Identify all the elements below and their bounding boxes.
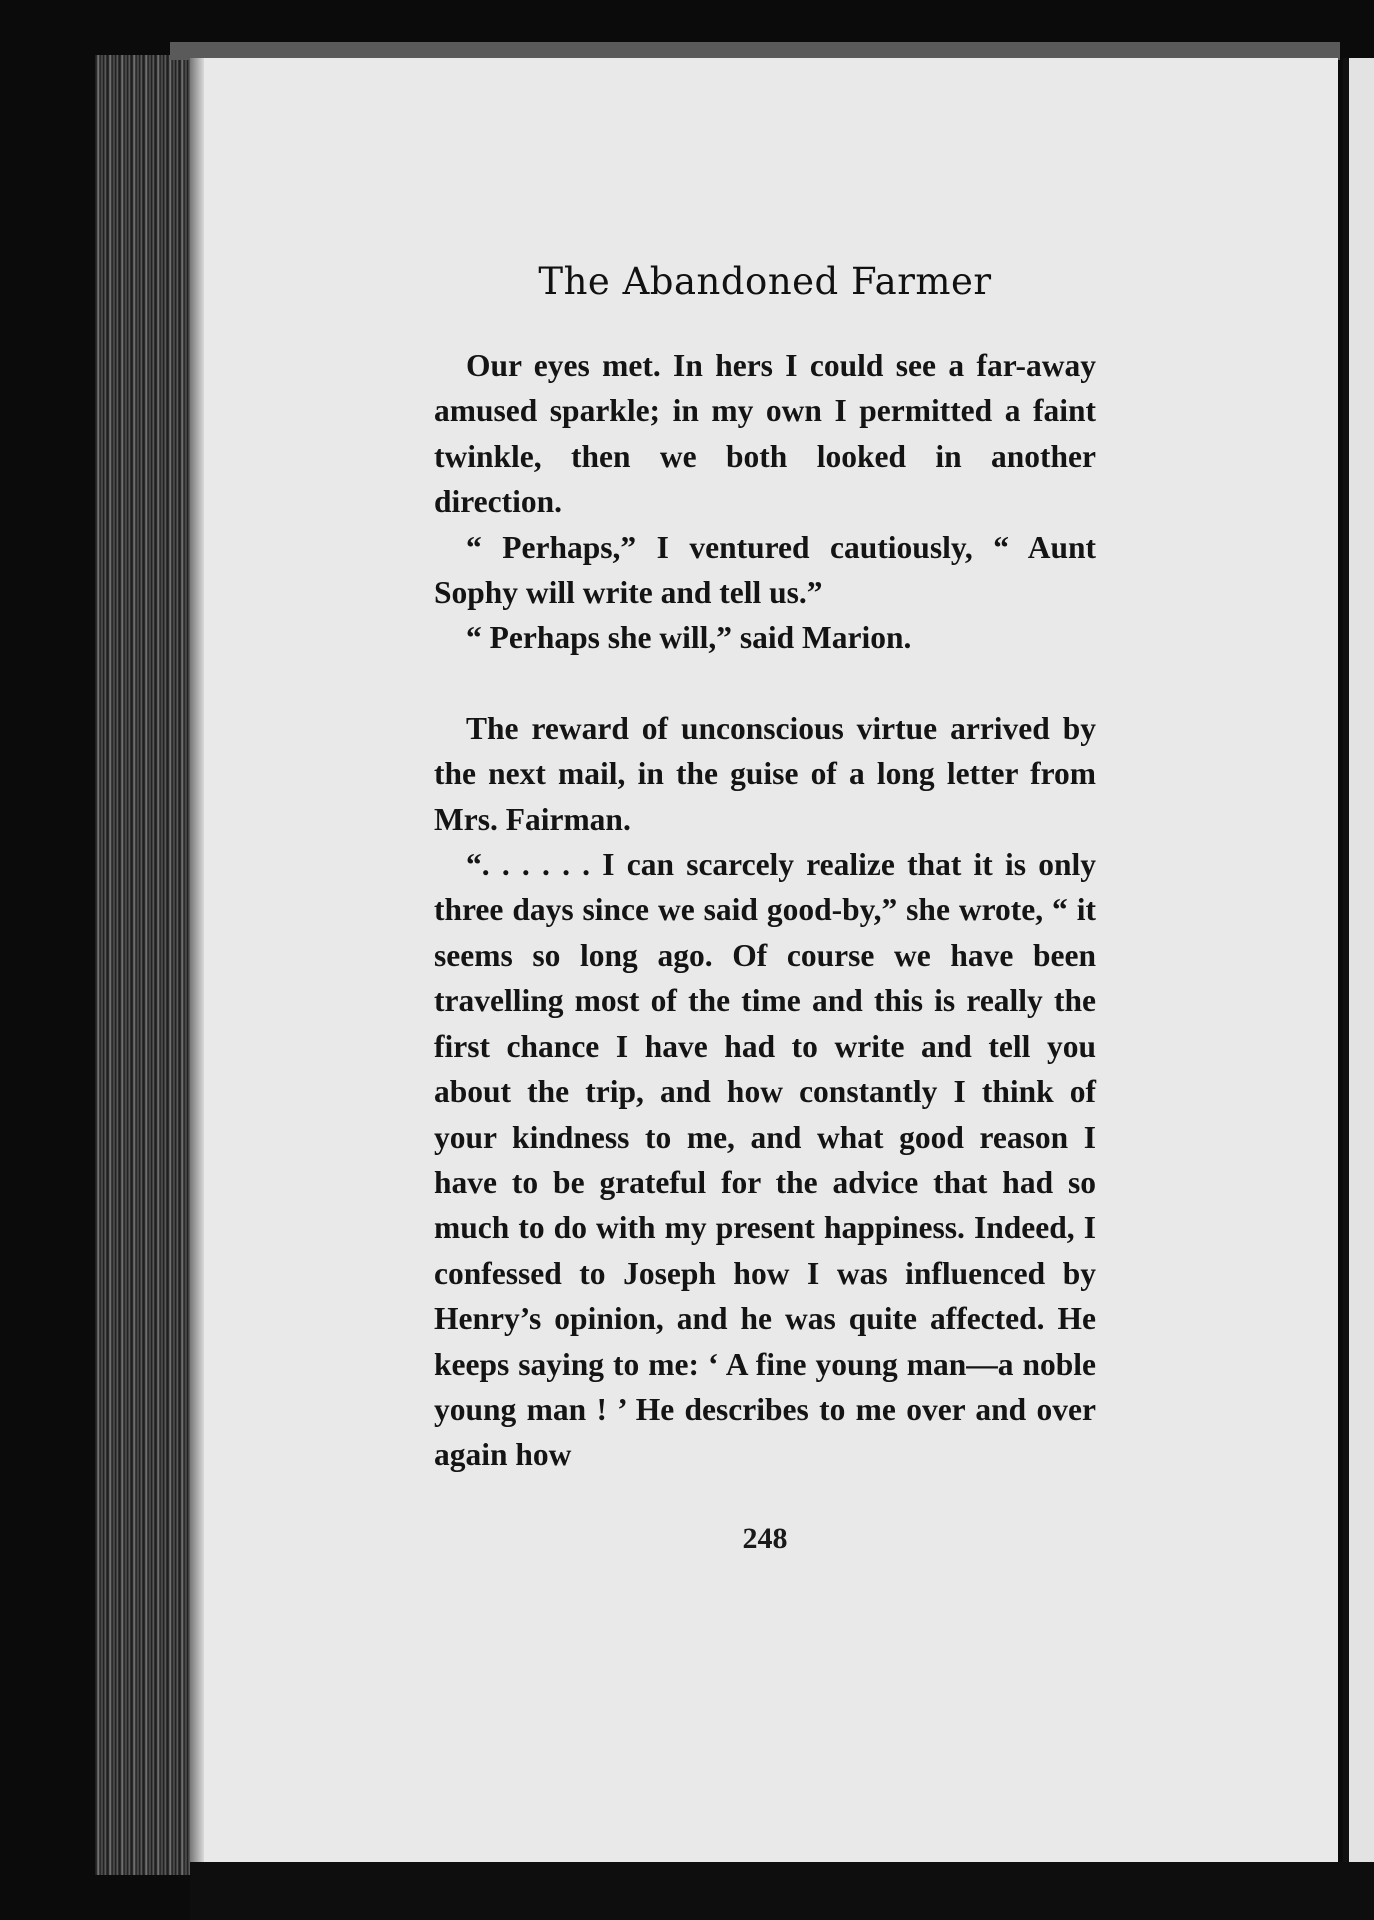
paragraph: The reward of unconscious virtue arrived by the next mail, in the guise of a long letter from Mrs. Fairman. (434, 710, 1096, 837)
page-bottom-edge (190, 1862, 1374, 1920)
running-head: The Abandoned Farmer (538, 260, 992, 303)
body-text (434, 343, 1096, 1478)
section-break (434, 661, 1096, 706)
page-number: 248 (742, 1522, 788, 1555)
paragraph: Our eyes met. In hers I could see a far-away amused sparkle; in my own I permitted a faint twinkle, then we both looked in another direction. (434, 348, 1096, 520)
paragraph: “. . . . . . I can scarcely realize that it is only three days since we said good-by,” she wrote, “ it seems so long ago. Of course we have been travelling most of the time and this is really the first chance I have had to write and tell you about the trip, and how constantly I think of your kindness to me, and what good reason I have to be grateful for the advice that had so much to do with my present happiness. Indeed, I confessed to Joseph how I was influenced by Henry’s opinion, and he was quite affected. He keeps saying to me: ‘ A fine young man—a noble young man ! ’ He describes to me over and over again how (434, 847, 1096, 1473)
book-gutter (95, 55, 200, 1875)
facing-page-edge (1343, 58, 1374, 1880)
paragraph: “ Perhaps she will,” said Marion. (466, 620, 912, 656)
paragraph: “ Perhaps,” I ventured cautiously, “ Aunt Sophy will write and tell us.” (434, 529, 1096, 611)
